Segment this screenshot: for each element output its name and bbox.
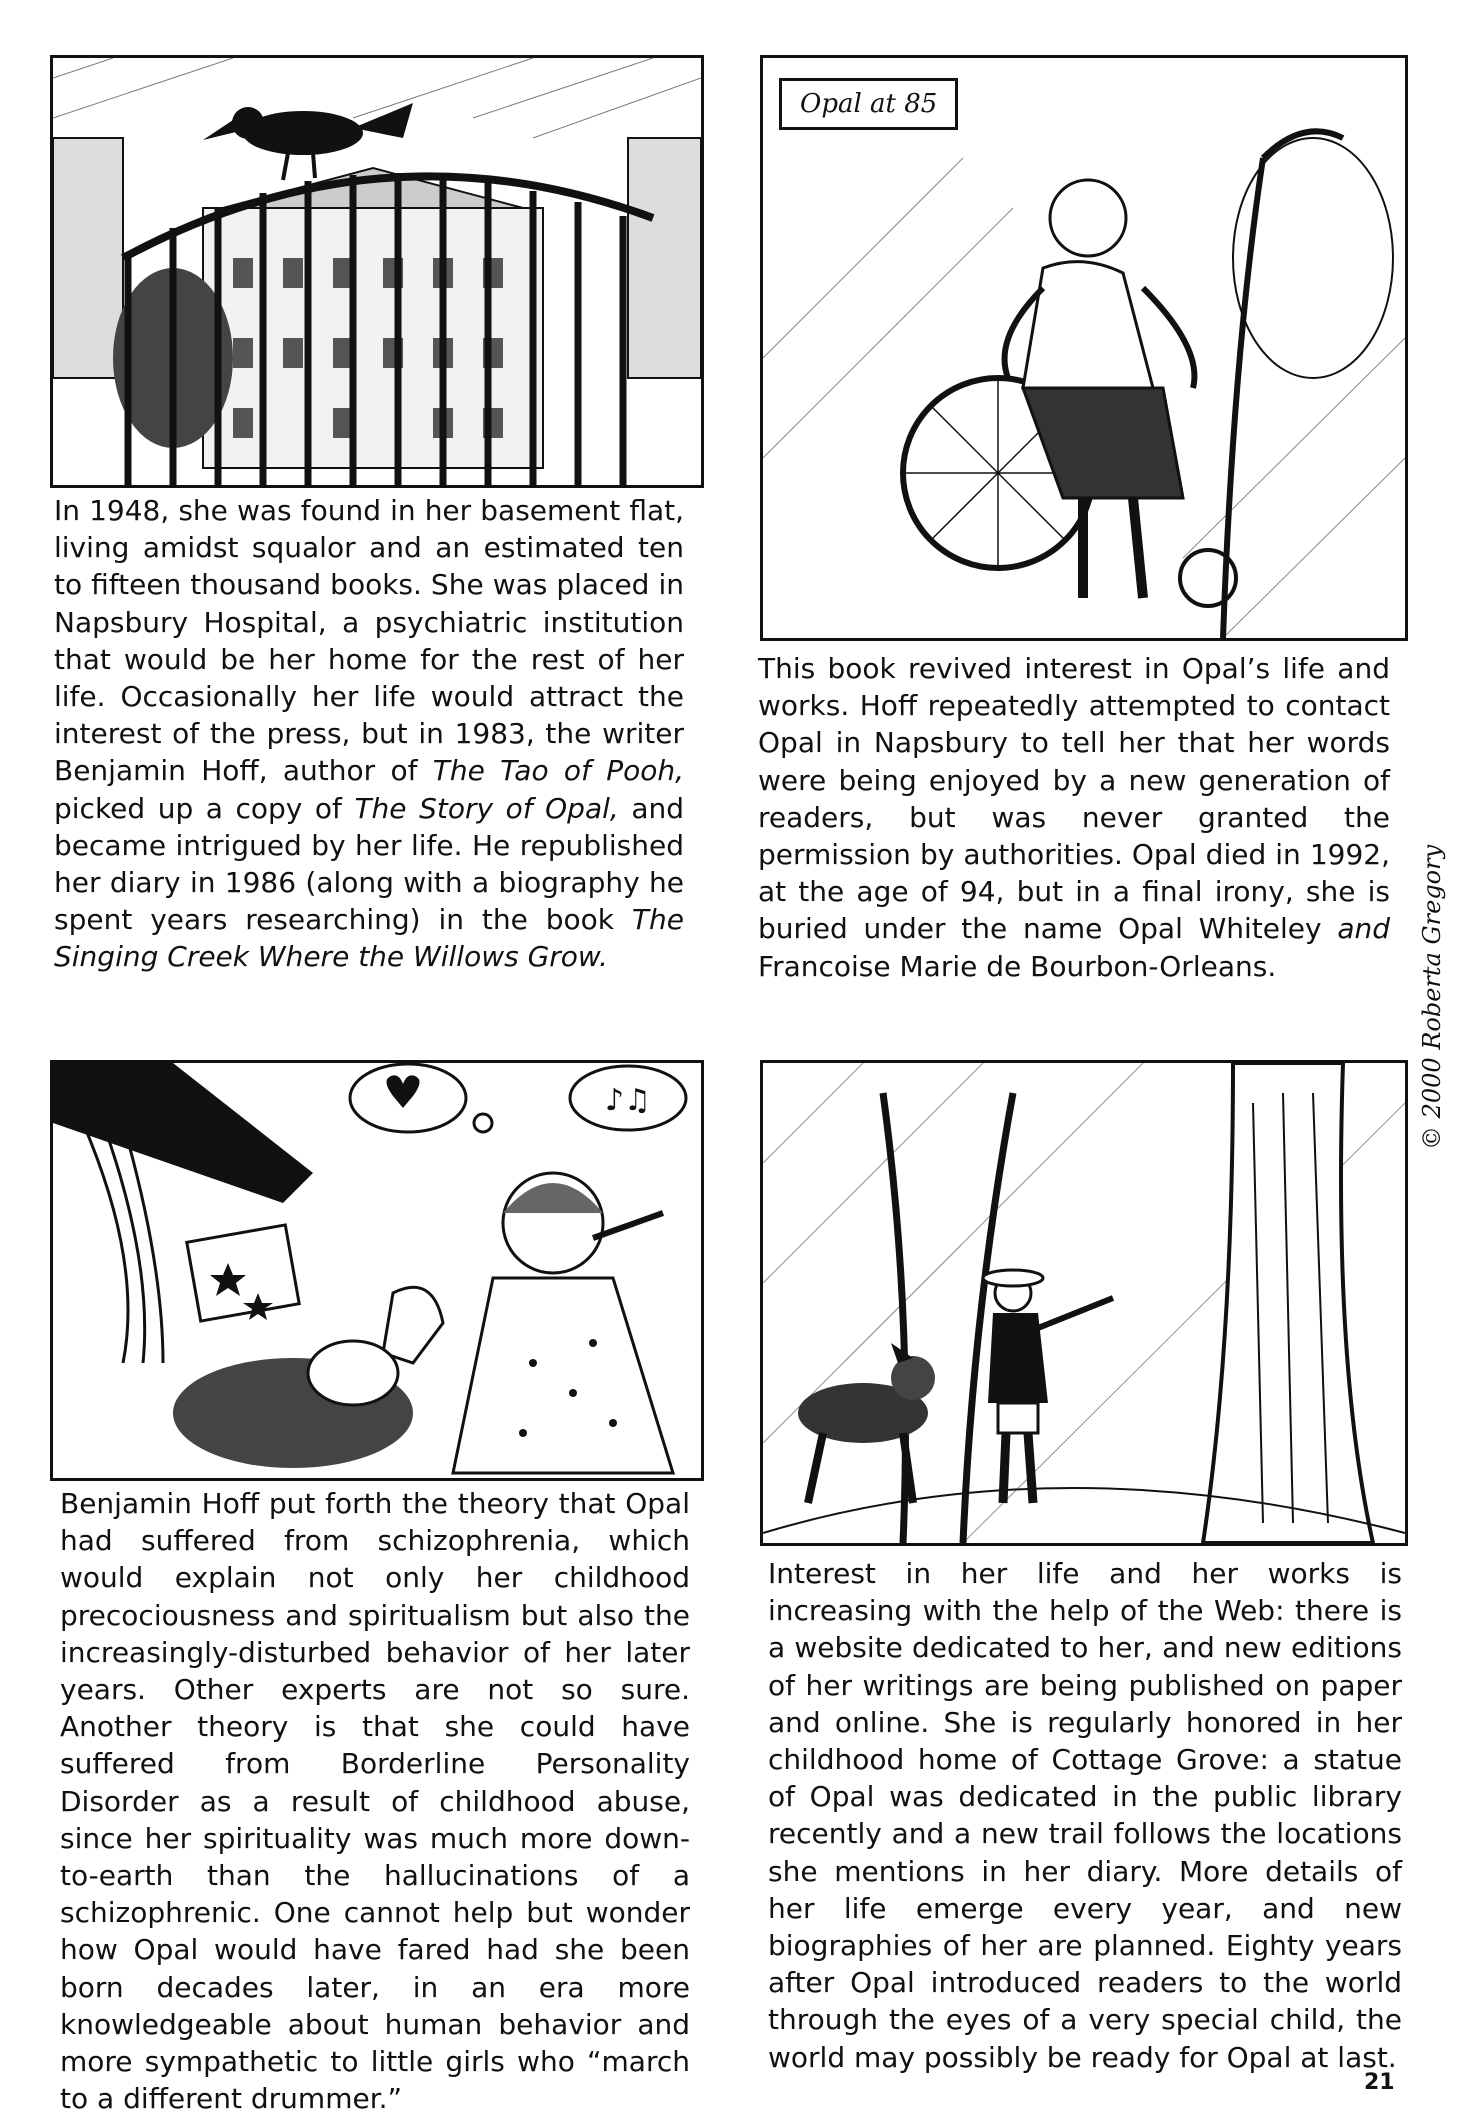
wheelchair-illustration bbox=[763, 58, 1405, 638]
panel-gate-crow bbox=[50, 55, 704, 488]
narration-text-3: Benjamin Hoff put forth the theory that Opal had suffered from schizophrenia, which would explain not only her childhood precociousness and spiritualism but also the increasingly-disturbed behavior of her later years. Other experts are not so sure. Another theory is that she could have suffered from Borderline Personality Disorder as a result of childhood abuse, since her spirituality was much more down-to-earth than the hallucinations of a schizophrenic. One cannot help but wonder how Opal would have fared had she been born decades later, in an era more knowledgeable about human behavior and more sympathetic to little girls who “march to a different drummer.” bbox=[60, 1487, 690, 2116]
book-title-singing-creek: The Singing Creek Where the Willows Grow. bbox=[54, 903, 684, 974]
narration-text-1: In 1948, she was found in her basement flat, living amidst squalor and an estimated ten to fifteen thousand books. She was placed in Napsbury Hospital, a psychiatric institution that would be her home for the rest of her life. Occasionally her life would attract the interest of the press, but in 1983, the writer Benjamin Hoff, author of The Tao of Pooh, picked up a copy of The Story of Opal, and became intrigued by her life. He republished her diary in 1986 (along with a biography he spent years researching) in the book The Singing Creek Where the Willows Grow. bbox=[54, 494, 685, 974]
panel-woodland-trail bbox=[760, 1060, 1408, 1546]
book-title-tao-of-pooh: The Tao of Pooh, bbox=[432, 754, 684, 788]
narration-text-2: This book revived interest in Opal’s life and works. Hoff repeatedly attempted to contact Opal in Napsbury to tell her that her words were being enjoyed by a new generation of readers, but was never granted the permission by authorities. Opal died in 1992, at the age of 94, but in a final irony, she is buried under the name Opal Whiteley and Francoise Marie de Bourbon-Orleans. bbox=[758, 652, 1390, 983]
emphasis-and: and bbox=[1337, 912, 1390, 946]
artist-signature: © 2000 Roberta Gregory bbox=[1418, 844, 1446, 1150]
woodland-trail-illustration bbox=[763, 1063, 1405, 1543]
panel-caption: Opal at 85 bbox=[779, 78, 958, 130]
girl-flute-illustration bbox=[53, 1063, 701, 1478]
panel-girl-flute bbox=[50, 1060, 704, 1481]
page-number: 21 bbox=[1364, 2070, 1395, 2095]
narration-text-4: Interest in her life and her works is increasing with the help of the Web: there is a website dedicated to her, and new editions of her writings are being published on paper and online. She is regularly honored in her childhood home of Cottage Grove: a statue of Opal was dedicated in the public library recently and a new trail follows the locations she mentions in her diary. More details of her life emerge every year, and new biographies of her are planned. Eighty years after Opal introduced readers to the world through the eyes of a very special child, the world may possibly be ready for Opal at last. bbox=[768, 1557, 1402, 2074]
panel-opal-wheelchair bbox=[760, 55, 1408, 641]
book-title-story-of-opal: The Story of Opal, bbox=[354, 791, 619, 825]
gate-crow-illustration bbox=[53, 58, 701, 485]
svg-text:♪♫: ♪♫ bbox=[605, 1083, 652, 1118]
